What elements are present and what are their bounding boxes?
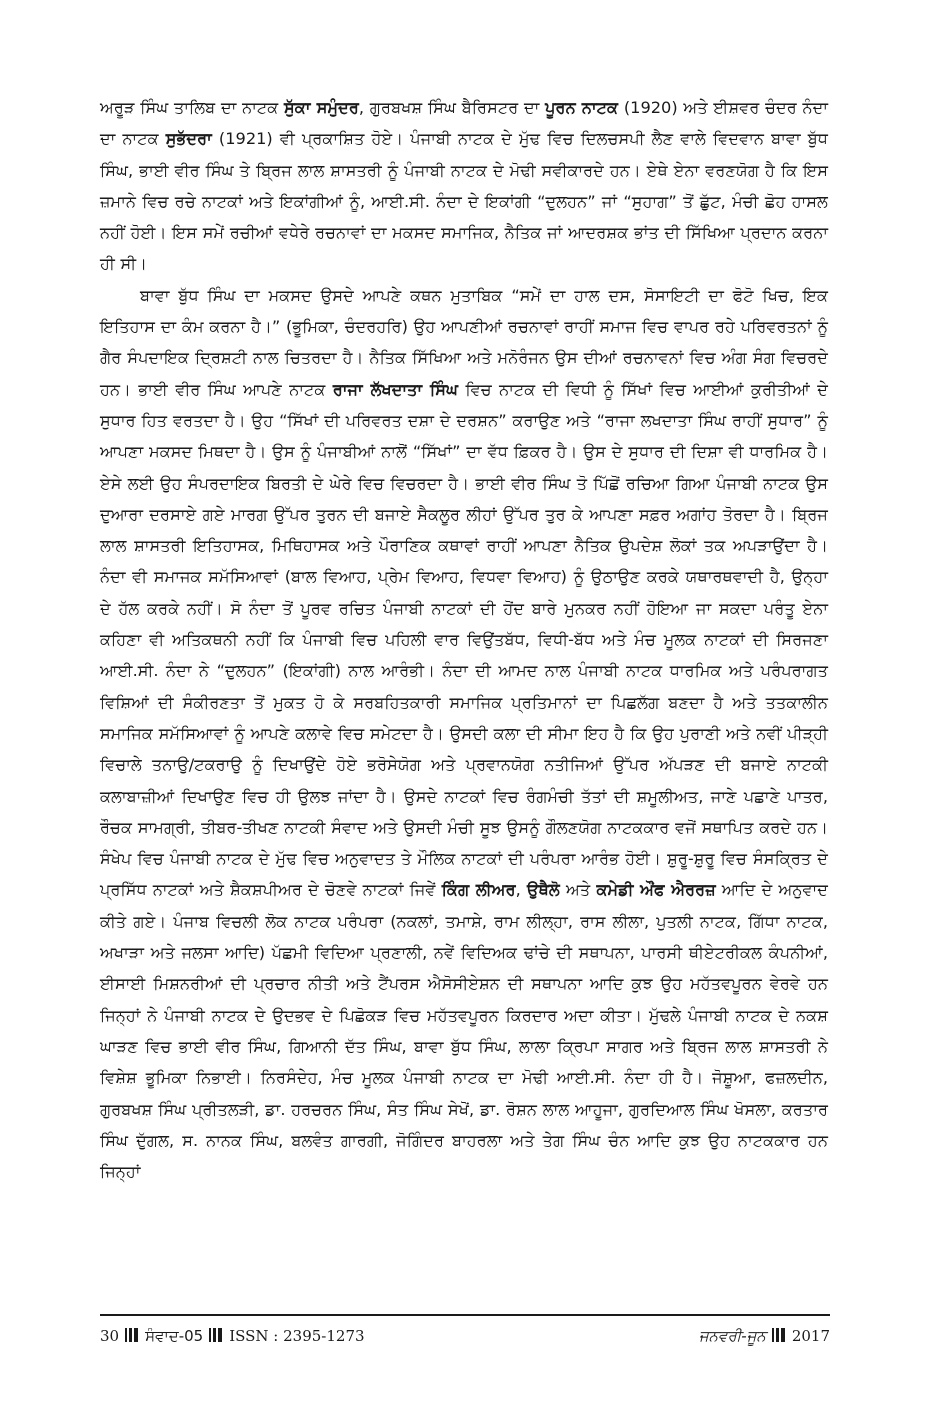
text-run: ਆਦਿ ਦੇ ਅਨੁਵਾਦ ਕੀਤੇ ਗਏ। ਪੰਜਾਬ ਵਿਚਲੀ ਲੋਕ ਨਾਟਕ ਪਰੰਪਰਾ (ਨਕਲਾਂ, ਤਮਾਸ਼ੇ, ਰਾਮ ਲੀਲ੍ਹਾ, ਰਾਸ ਲੀਲਾ, ਪੁਤਲੀ ਨਾਟਕ, ਗਿੱਧਾ ਨਾਟਕ, ਅਖਾੜਾ ਅਤੇ ਜਲਸਾ ਆਦਿ) ਪੱਛਮੀ ਵਿਦਿਆ ਪ੍ਰਣਾਲੀ, ਨਵੇਂ ਵਿਦਿਅਕ ਢਾਂਚੇ ਦੀ ਸਥਾਪਨਾ, ਪਾਰਸੀ ਥੀਏਟਰੀਕਲ ਕੰਪਨੀਆਂ, ਈਸਾਈ ਮਿਸ਼ਨਰੀਆਂ ਦੀ ਪ੍ਰਚਾਰ ਨੀਤੀ ਅਤੇ ਟੈਂਪਰਸ ਐਸੋਸੀਏਸ਼ਨ ਦੀ ਸਥਾਪਨਾ ਆਦਿ ਕੁਝ ਉਹ ਮਹੱਤਵਪੂਰਨ ਵੇਰਵੇ ਹਨ ਜਿਨ੍ਹਾਂ ਨੇ ਪੰਜਾਬੀ ਨਾਟਕ ਦੇ ਉਦਭਵ ਦੇ ਪਿਛੋਕੜ ਵਿਚ ਮਹੱਤਵਪੂਰਨ ਕਿਰਦਾਰ ਅਦਾ ਕੀਤਾ। ਮੁੱਢਲੇ ਪੰਜਾਬੀ ਨਾਟਕ ਦੇ ਨਕਸ਼ ਘਾੜਣ ਵਿਚ ਭਾਈ ਵੀਰ ਸਿੰਘ, ਗਿਆਨੀ ਦੱਤ ਸਿੰਘ, ਬਾਵਾ ਬੁੱਧ ਸਿੰਘ, ਲਾਲਾ ਕ੍ਰਿਪਾ ਸਾਗਰ ਅਤੇ ਬ੍ਰਿਜ ਲਾਲ ਸ਼ਾਸਤਰੀ ਨੇ ਵਿਸ਼ੇਸ਼ ਭੂਮਿਕਾ ਨਿਭਾਈ। ਨਿਰਸੰਦੇਹ, ਮੰਚ ਮੂਲਕ ਪੰਜਾਬੀ ਨਾਟਕ ਦਾ ਮੋਢੀ ਆਈ.ਸੀ. ਨੰਦਾ ਹੀ ਹੈ। ਜੋਸ਼ੂਆ, ਫਜ਼ਲਦੀਨ, ਗੁਰਬਖਸ਼ ਸਿੰਘ ਪ੍ਰੀਤਲੜੀ, ਡਾ. ਹਰਚਰਨ ਸਿੰਘ, ਸੰਤ ਸਿੰਘ ਸੇਖੋਂ, ਡਾ. ਰੋਸ਼ਨ ਲਾਲ ਆਹੂਜਾ, ਗੁਰਦਿਆਲ ਸਿੰਘ ਖੋਸਲਾ, ਕਰਤਾਰ ਸਿੰਘ ਦੁੱਗਲ, ਸ. ਨਾਨਕ ਸਿੰਘ, ਬਲਵੰਤ ਗਾਰਗੀ, ਜੋਗਿੰਦਰ ਬਾਹਰਲਾ ਅਤੇ ਤੇਗ ਸਿੰਘ ਚੰਨ ਆਦਿ ਕੁਝ ਉਹ ਨਾਟਕਕਾਰ ਹਨ ਜਿਨ੍ਹਾਂ (100, 880, 828, 1182)
text-run: ਅਤੇ (559, 880, 597, 900)
bars-divider-icon (209, 1328, 223, 1342)
bold-title: ਕਮੇਡੀ ਔਂਫ ਐਰਰਜ਼ (596, 880, 716, 900)
paragraph-1 (100, 92, 828, 280)
year: 2017 (791, 1327, 830, 1345)
text-run: ਅਰੂੜ ਸਿੰਘ ਤਾਲਿਬ ਦਾ ਨਾਟਕ (100, 98, 285, 117)
footer-right (699, 1324, 830, 1348)
journal-name: ਸੰਵਾਦ-05 (145, 1327, 204, 1345)
bold-title: ਪੂਰਨ ਨਾਟਕ (545, 98, 619, 117)
footer-divider (100, 1314, 830, 1316)
bold-title: ਕਿੰਗ ਲੀਅਰ (441, 880, 516, 900)
issn: ISSN : 2395-1273 (229, 1327, 365, 1345)
footer-left (100, 1324, 365, 1348)
page-number: 30 (100, 1327, 120, 1345)
text-run: ਬਾਵਾ ਬੁੱਧ ਸਿੰਘ ਦਾ ਮਕਸਦ ਉਸਦੇ ਆਪਣੇ ਕਥਨ ਮੁਤਾਬਿਕ “ਸਮੇਂ ਦਾ ਹਾਲ ਦਸ, ਸੋਸਾਇਟੀ ਦਾ ਫੋਟੋ ਖਿਚ, ਇਕ ਇਤਿਹਾਸ ਦਾ ਕੰਮ ਕਰਨਾ ਹੈ।” (ਭੂਮਿਕਾ, ਚੰਦਰਹਰਿ) ਉਹ ਆਪਣੀਆਂ ਰਚਨਾਵਾਂ ਰਾਹੀਂ ਸਮਾਜ ਵਿਚ ਵਾਪਰ ਰਹੇ ਪਰਿਵਰਤਨਾਂ ਨੂੰ ਗੈਰ ਸੰਪਦਾਇਕ ਦ੍ਰਿਸ਼ਟੀ ਨਾਲ ਚਿਤਰਦਾ ਹੈ। ਨੈਤਿਕ ਸਿੱਖਿਆ ਅਤੇ ਮਨੋਰੰਜਨ ਉਸ ਦੀਆਂ ਰਚਨਾਵਨਾਂ ਵਿਚ ਅੰਗ ਸੰਗ ਵਿਚਰਦੇ ਹਨ। ਭਾਈ ਵੀਰ ਸਿੰਘ ਆਪਣੇ ਨਾਟਕ (100, 285, 828, 399)
text-run: , (515, 880, 527, 900)
text-run: (1920) ਅਤੇ ਈਸ਼ਵਰ ਚੰਦਰ ਨੰਦਾ ਦਾ ਨਾਟਕ (100, 98, 829, 149)
bold-title: ਸੁਭੱਦਰਾ (165, 129, 212, 149)
page-footer (100, 1324, 830, 1348)
issue-period: ਜਨਵਰੀ-ਜੂਨ (698, 1327, 766, 1345)
bold-title: ਸੁੱਕਾ ਸਮੁੰਦਰ (284, 98, 359, 117)
bold-title: ਰਾਜਾ ਲੱਖਦਾਤਾ ਸਿੰਘ (332, 379, 459, 399)
text-run: ਵਿਚ ਨਾਟਕ ਦੀ ਵਿਧੀ ਨੂੰ ਸਿੱਖਾਂ ਵਿਚ ਆਈਆਂ ਕੁਰੀਤੀਆਂ ਦੇ ਸੁਧਾਰ ਹਿਤ ਵਰਤਦਾ ਹੈ। ਉਹ “ਸਿੱਖਾਂ ਦੀ ਪਰਿਵਰਤ ਦਸ਼ਾ ਦੇ ਦਰਸ਼ਨ” ਕਰਾਉਣ ਅਤੇ “ਰਾਜਾ ਲਖਦਾਤਾ ਸਿੰਘ ਰਾਹੀਂ ਸੁਧਾਰ” ਨੂੰ ਆਪਣਾ ਮਕਸਦ ਮਿਥਦਾ ਹੈ। ਉਸ ਨੂੰ ਪੰਜਾਬੀਆਂ ਨਾਲੋਂ “ਸਿੱਖਾਂ” ਦਾ ਵੱਧ ਫ਼ਿਕਰ ਹੈ। ਉਸ ਦੇ ਸੁਧਾਰ ਦੀ ਦਿਸ਼ਾ ਵੀ ਧਾਰਮਿਕ ਹੈ। ਏਸੇ ਲਈ ਉਹ ਸੰਪਰਦਾਇਕ ਬਿਰਤੀ ਦੇ ਘੇਰੇ ਵਿਚ ਵਿਚਰਦਾ ਹੈ। ਭਾਈ ਵੀਰ ਸਿੰਘ ਤੋ ਪਿੱਛੋਂ ਰਚਿਆ ਗਿਆ ਪੰਜਾਬੀ ਨਾਟਕ ਉਸ ਦੁਆਰਾ ਦਰਸਾਏ ਗਏ ਮਾਰਗ ਉੱਪਰ ਤੁਰਨ ਦੀ ਬਜਾਏ ਸੈਕਲੂਰ ਲੀਹਾਂ ਉੱਪਰ ਤੁਰ ਕੇ ਆਪਣਾ ਸਫ਼ਰ ਅਗਾਂਹ ਤੋਰਦਾ ਹੈ। ਬ੍ਰਿਜ ਲਾਲ ਸ਼ਾਸਤਰੀ ਇਤਿਹਾਸਕ, ਮਿਥਿਹਾਸਕ ਅਤੇ ਪੌਰਾਣਿਕ ਕਥਾਵਾਂ ਰਾਹੀਂ ਆਪਣਾ ਨੈਤਿਕ ਉਪਦੇਸ਼ ਲੋਕਾਂ ਤਕ ਅਪੜਾਉਂਦਾ ਹੈ। ਨੰਦਾ ਵੀ ਸਮਾਜਕ ਸਮੱਸਿਆਵਾਂ (ਬਾਲ ਵਿਆਹ, ਪ੍ਰੇਮ ਵਿਆਹ, ਵਿਧਵਾ ਵਿਆਹ) ਨੂੰ ਉਠਾਉਣ ਕਰਕੇ ਯਥਾਰਥਵਾਦੀ ਹੈ, ਉਨ੍ਹਾ ਦੇ ਹੱਲ ਕਰਕੇ ਨਹੀਂ। ਸੋ ਨੰਦਾ ਤੋਂ ਪੂਰਵ ਰਚਿਤ ਪੰਜਾਬੀ ਨਾਟਕਾਂ ਦੀ ਹੋਂਦ ਬਾਰੇ ਮੁਨਕਰ ਨਹੀਂ ਹੋਇਆ ਜਾ ਸਕਦਾ ਪਰੰਤੂ ਏਨਾ ਕਹਿਣਾ ਵੀ ਅਤਿਕਥਨੀ ਨਹੀਂ ਕਿ ਪੰਜਾਬੀ ਵਿਚ ਪਹਿਲੀ ਵਾਰ ਵਿਉਂਤਬੱਧ, ਵਿਧੀ-ਬੱਧ ਅਤੇ ਮੰਚ ਮੂਲਕ ਨਾਟਕਾਂ ਦੀ ਸਿਰਜਣਾ ਆਈ.ਸੀ. ਨੰਦਾ ਨੇ “ਦੁਲਹਨ” (ਇਕਾਂਗੀ) ਨਾਲ ਆਰੰਭੀ। ਨੰਦਾ ਦੀ ਆਮਦ ਨਾਲ ਪੰਜਾਬੀ ਨਾਟਕ ਧਾਰਮਿਕ ਅਤੇ ਪਰੰਪਰਾਗਤ ਵਿਸ਼ਿਆਂ ਦੀ ਸੰਕੀਰਣਤਾ ਤੋਂ ਮੁਕਤ ਹੋ ਕੇ ਸਰਬਹਿਤਕਾਰੀ ਸਮਾਜਿਕ ਪ੍ਰਤਿਮਾਨਾਂ ਦਾ ਪਿਛਲੱਗ ਬਣਦਾ ਹੈ ਅਤੇ ਤਤਕਾਲੀਨ ਸਮਾਜਿਕ ਸਮੱਸਿਆਵਾਂ ਨੂੰ ਆਪਣੇ ਕਲਾਵੇ ਵਿਚ ਸਮੇਟਦਾ ਹੈ। ਉਸਦੀ ਕਲਾ ਦੀ ਸੀਮਾ ਇਹ ਹੈ ਕਿ ਉਹ ਪੁਰਾਣੀ ਅਤੇ ਨਵੀਂ ਪੀੜ੍ਹੀ ਵਿਚਾਲੇ ਤਨਾਉ/ਟਕਰਾਉ ਨੂੰ ਦਿਖਾਉਂਦੇ ਹੋਏ ਭਰੋਸੇਯੋਗ ਅਤੇ ਪ੍ਰਵਾਨਯੋਗ ਨਤੀਜਿਆਂ ਉੱਪਰ ਅੱਪੜਣ ਦੀ ਬਜਾਏ ਨਾਟਕੀ ਕਲਾਬਾਜ਼ੀਆਂ ਦਿਖਾਉਣ ਵਿਚ ਹੀ ਉਲਝ ਜਾਂਦਾ ਹੈ। ਉਸਦੇ ਨਾਟਕਾਂ ਵਿਚ ਰੰਗਮੰਚੀ ਤੱਤਾਂ ਦੀ ਸ਼ਮੂਲੀਅਤ, ਜਾਣੇ ਪਛਾਣੇ ਪਾਤਰ, ਰੌਚਕ ਸਾਮਗ੍ਰੀ, ਤੀਬਰ-ਤੀਖਣ ਨਾਟਕੀ ਸੰਵਾਦ ਅਤੇ ਉਸਦੀ ਮੰਚੀ ਸੂਝ ਉਸਨੂੰ ਗੌਲਣਯੋਗ ਨਾਟਕਕਾਰ ਵਜੋਂ ਸਥਾਪਿਤ ਕਰਦੇ ਹਨ। ਸੰਖੇਪ ਵਿਚ ਪੰਜਾਬੀ ਨਾਟਕ ਦੇ ਮੁੱਢ ਵਿਚ ਅਨੁਵਾਦਤ ਤੇ ਮੌਲਿਕ ਨਾਟਕਾਂ ਦੀ ਪਰੰਪਰਾ ਆਰੰਭ ਹੋਈ। ਸ਼ੁਰੂ-ਸ਼ੁਰੂ ਵਿਚ ਸੰਸਕ੍ਰਿਤ ਦੇ ਪ੍ਰਸਿੱਧ ਨਾਟਕਾਂ ਅਤੇ ਸ਼ੈਕਸ਼ਪੀਅਰ ਦੇ ਚੋਣਵੇ ਨਾਟਕਾਂ ਜਿਵੇਂ (100, 379, 828, 900)
article-body (100, 92, 828, 1187)
bars-divider-icon (772, 1328, 786, 1342)
bold-title: ਉਥੈਲੋ (526, 880, 560, 900)
text-run: (1921) ਵੀ ਪ੍ਰਕਾਸ਼ਿਤ ਹੋਏ। ਪੰਜਾਬੀ ਨਾਟਕ ਦੇ ਮੁੱਢ ਵਿਚ ਦਿਲਚਸਪੀ ਲੈਣ ਵਾਲੇ ਵਿਦਵਾਨ ਬਾਵਾ ਬੁੱਧ ਸਿੰਘ, ਭਾਈ ਵੀਰ ਸਿੰਘ ਤੇ ਬ੍ਰਿਜ ਲਾਲ ਸ਼ਾਸਤਰੀ ਨੂੰ ਪੰਜਾਬੀ ਨਾਟਕ ਦੇ ਮੋਢੀ ਸਵੀਕਾਰਦੇ ਹਨ। ਏਥੇ ਏਨਾ ਵਰਣਯੋਗ ਹੈ ਕਿ ਇਸ ਜ਼ਮਾਨੇ ਵਿਚ ਰਚੇ ਨਾਟਕਾਂ ਅਤੇ ਇਕਾਂਗੀਆਂ ਨੂੰ, ਆਈ.ਸੀ. ਨੰਦਾ ਦੇ ਇਕਾਂਗੀ “ਦੁਲਹਨ” ਜਾਂ “ਸੁਹਾਗ” ਤੋਂ ਛੁੱਟ, ਮੰਚੀ ਛੋਹ ਹਾਸਲ ਨਹੀਂ ਹੋਈ। ਇਸ ਸਮੇਂ ਰਚੀਆਂ ਵਧੇਰੇ ਰਚਨਾਵਾਂ ਦਾ ਮਕਸਦ ਸਮਾਜਿਕ, ਨੈਤਿਕ ਜਾਂ ਆਦਰਸ਼ਕ ਭਾਂਤ ਦੀ ਸਿੱਖਿਆ ਪ੍ਰਦਾਨ ਕਰਨਾ ਹੀ ਸੀ। (100, 129, 828, 274)
bars-divider-icon (125, 1328, 139, 1342)
paragraph-2 (100, 280, 828, 1188)
text-run: , ਗੁਰਬਖਸ਼ ਸਿੰਘ ਬੈਰਿਸਟਰ ਦਾ (358, 98, 546, 117)
